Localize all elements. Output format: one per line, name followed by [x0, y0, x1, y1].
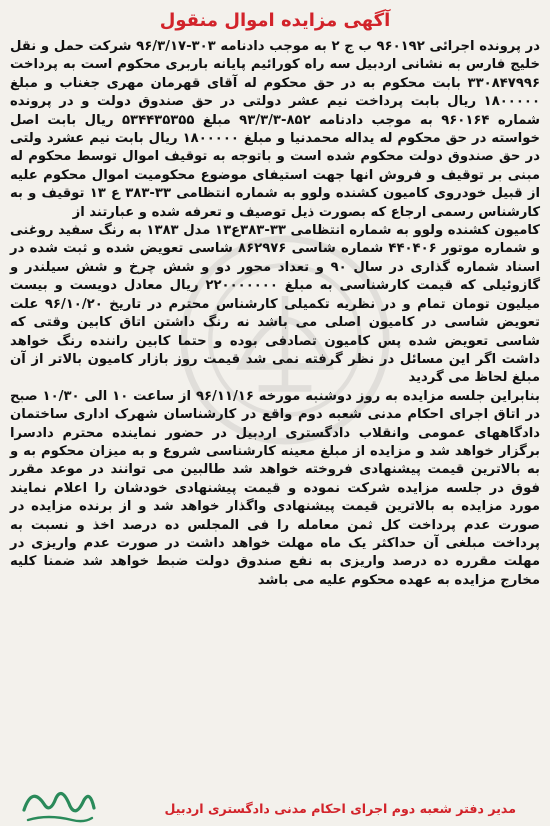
notice-paragraph: بنابراین جلسه مزایده به روز دوشنبه مورخه ۹۶/۱۱/۱۶ از ساعت ۱۰ الی ۱۰/۳۰ صبح در اتاق اجرای احکام مدنی شعبه دوم واقع در کارشناسان شهرک اداری ساختمان دادگاههای عمومی وانقلاب دادگستری اردبیل در حضور نماینده محترم دادسرا برگزار خواهد شد و مزایده از مبلغ معینه کارشناسی شروع و به میزان محکوم به و به بالاترین قیمت پیشنهادی فروخته خواهد شد طالبین می توانند در موعد مقرر فوق در جلسه مزایده شرکت نموده و قیمت پیشنهادی خودشان را اعلام نمایند مورد مزایده به بالاترین قیمت پیشنهادی واگذار خواهد شد و از برنده مزایده در صورت عدم پرداخت کل ثمن معامله را فی المجلس ده درصد اخذ و نسبت به پرداخت مبلغی آن حداکثر یک ماه مهلت خواهد داشت در صورت عدم واریزی در مهلت مقرره ده درصد واریزی به نفع صندوق دولت ضبط خواهد شد ضمنا کلیه مخارج مزایده به عهده محکوم علیه می باشد	[10, 388, 541, 588]
signature-line: مدیر دفتر شعبه دوم اجرای احکام مدنی دادگستری اردبیل	[164, 801, 516, 816]
notice-body	[10, 38, 540, 590]
notice-title: آگهی مزایده اموال منقول	[159, 10, 391, 31]
official-stamp-icon	[18, 780, 98, 826]
notice-paragraph: کامیون کشنده ولوو به شماره انتظامی ۳۳-۳۸۳ع۱۳ مدل ۱۳۸۳ به رنگ سفید روغنی و شماره موتور ۴۴۰۴۰۶ شماره شاسی ۸۶۲۹۷۶ شاسی تعویض شده و ثبت شده در اسناد شماره گذاری در سال ۹۰ و تعداد محور دو و شش چرخ و شش سیلندر و گازوئیلی که قیمت کارشناسی به مبلغ ۲۲۰۰۰۰۰۰۰ ریال معادل دویست و بیست میلیون تومان تمام و در نظریه تکمیلی کارشناس محترم در تاریخ ۹۶/۱۰/۲۰ علت تعویض شاسی در کامیون اصلی می باشد نه رنگ داشتن اتاق کابین وقتی که شاسی تعویض شده پس کامیون تصادفی بوده و حتما کابین راننده رنگ خواهد داشت اگر این مسائل در نظر گرفته نمی شد قیمت روز بازار کامیون بالاتر از آن مبلغ لحاظ می گردید	[10, 223, 541, 386]
notice-paragraph: در پرونده اجرائی ۹۶۰۱۹۲ ب ج ۲ به موجب دادنامه ۳۰۳-۹۶/۳/۱۷ شرکت حمل و نقل خلیج فارس به نشانی اردبیل سه راه کورائیم پایانه باربری محکوم است به پرداخت ۳۳۰۸۴۷۹۹۶ بابت محکوم به در حق محکوم له آقای قهرمان مهری جغناب و مبلغ ۱۸۰۰۰۰۰ ریال بابت پرداخت نیم عشر دولتی در حق صندوق دولت و در پرونده شماره ۹۶۰۱۶۴ به موجب دادنامه ۸۵۲-۹۳/۳/۳ مبلغ ۵۳۴۴۳۵۳۵۵ ریال بابت اصل خواسته در حق محکوم له یداله محمدنیا و مبلغ ۱۸۰۰۰۰۰ ریال بابت نیم عشرد ولتی در حق صندوق دولت محکوم شده است و باتوجه به توقیف اموال توسط محکوم له مبنی بر توقیف و فروش انها جهت استیفای موضوع محکومیت اموال محکوم علیه از قبیل خودروی کامیون کشنده ولوو به شماره انتظامی ۳۳-۳۸۳ ع ۱۳ توقیف و به کارشناس رسمی ارجاع که بصورت ذیل توصیف و تعرفه شده و عبارتند از	[10, 39, 541, 220]
